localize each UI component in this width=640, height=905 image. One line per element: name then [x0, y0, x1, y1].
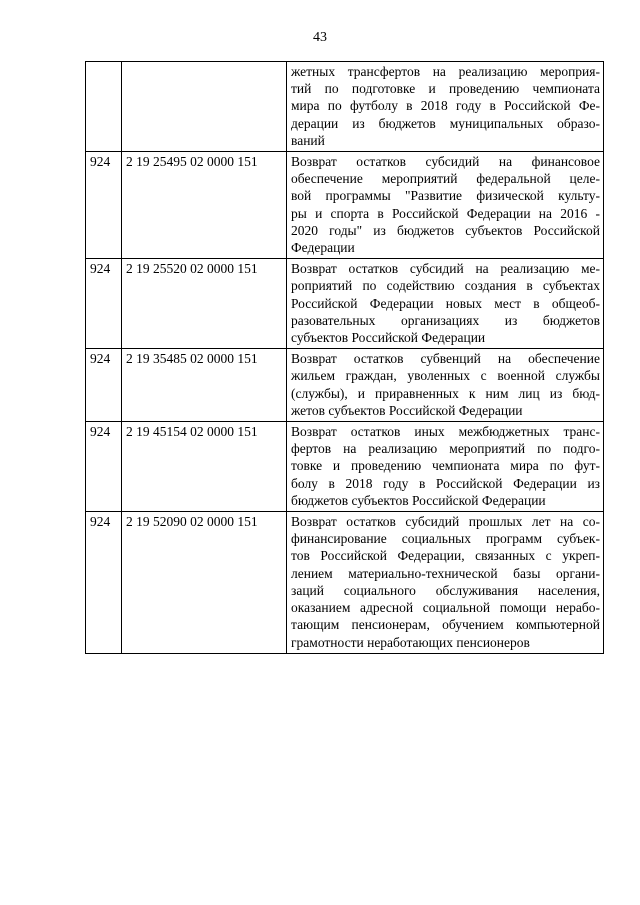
description-line: тающим пенсионерам, обучением компьютерной: [291, 617, 600, 633]
description-line: тий по подготовке и проведению чемпионата: [291, 81, 600, 97]
description-line: Возврат остатков субсидий на реализацию ме-: [291, 261, 600, 277]
description-line: роприятий по содействию создания в субъектах: [291, 278, 600, 294]
budget-classification-code-cell: 2 19 35485 02 0000 151: [122, 349, 287, 422]
description-line: дерации из бюджетов муниципальных образо-: [291, 115, 600, 131]
description-line: Федерации: [291, 240, 355, 256]
description-line: субъектов Российской Федерации: [291, 330, 486, 346]
description-line: Возврат остатков субвенций на обеспечение: [291, 351, 600, 367]
description-line: товке и проведению чемпионата мира по фут-: [291, 458, 600, 474]
description-line: заций социального обслуживания населения,: [291, 582, 600, 598]
admin-code-cell: 924: [86, 349, 122, 422]
description-line: бюджетов субъектов Российской Федерации: [291, 492, 546, 508]
description-line: (службы), и приравненных к ним лиц из бюд-: [291, 385, 600, 401]
budget-classification-code-cell: 2 19 52090 02 0000 151: [122, 512, 287, 654]
description-cell: [287, 259, 604, 349]
page-number: 43: [313, 30, 327, 45]
budget-classification-code-cell: 2 19 25495 02 0000 151: [122, 152, 287, 259]
budget-classification-code-cell: [122, 62, 287, 152]
table-body: [86, 62, 604, 654]
description-line: жетных трансфертов на реализацию мероприя-: [291, 64, 600, 79]
description-cell: [287, 349, 604, 422]
table-row: [86, 259, 604, 349]
budget-classification-code-cell: 2 19 45154 02 0000 151: [122, 422, 287, 512]
table-row: [86, 349, 604, 422]
description-cell: [287, 512, 604, 654]
description-line: финансирование социальных программ субъек-: [291, 531, 600, 547]
admin-code-cell: 924: [86, 152, 122, 259]
description-line: Возврат остатков субсидий прошлых лет на со-: [291, 514, 600, 530]
description-line: болу в 2018 году в Российской Федерации из: [291, 475, 600, 491]
description-cell: [287, 422, 604, 512]
description-line: ры и спорта в Российской Федерации на 2016 -: [291, 205, 600, 221]
description-line: жильем граждан, уволенных с военной службы: [291, 368, 600, 384]
description-line: разовательных организациях из бюджетов: [291, 312, 600, 328]
table-row: [86, 422, 604, 512]
description-line: лением материально-технической базы органи-: [291, 565, 600, 581]
description-line: Российской Федерации новых мест в общеоб-: [291, 295, 600, 311]
description-line: ваний: [291, 132, 325, 148]
description-line: обеспечение мероприятий федеральной целе-: [291, 171, 600, 187]
table-row: [86, 152, 604, 259]
description-line: Возврат остатков иных межбюджетных транс-: [291, 424, 600, 440]
description-line: мира по футболу в 2018 году в Российской Фе-: [291, 98, 600, 114]
admin-code-cell: 924: [86, 259, 122, 349]
description-line: тов Российской Федерации, связанных с укреп-: [291, 548, 600, 564]
description-line: Возврат остатков субсидий на финансовое: [291, 154, 600, 170]
description-cell: [287, 62, 604, 152]
description-line: жетов субъектов Российской Федерации: [291, 402, 523, 418]
description-line: оказанием адресной социальной помощи нерабо-: [291, 600, 600, 616]
description-line: 2020 годы" из бюджетов субъектов Российской: [291, 222, 600, 238]
budget-classification-code-cell: 2 19 25520 02 0000 151: [122, 259, 287, 349]
table-row: [86, 62, 604, 152]
revenue-codes-table: [85, 61, 604, 654]
table-row: [86, 512, 604, 654]
description-line: фертов на реализацию мероприятий по подго-: [291, 441, 600, 457]
admin-code-cell: 924: [86, 422, 122, 512]
description-line: грамотности неработающих пенсионеров: [291, 634, 530, 650]
description-cell: [287, 152, 604, 259]
admin-code-cell: [86, 62, 122, 152]
admin-code-cell: 924: [86, 512, 122, 654]
description-line: вой программы "Развитие физической культу-: [291, 188, 600, 204]
